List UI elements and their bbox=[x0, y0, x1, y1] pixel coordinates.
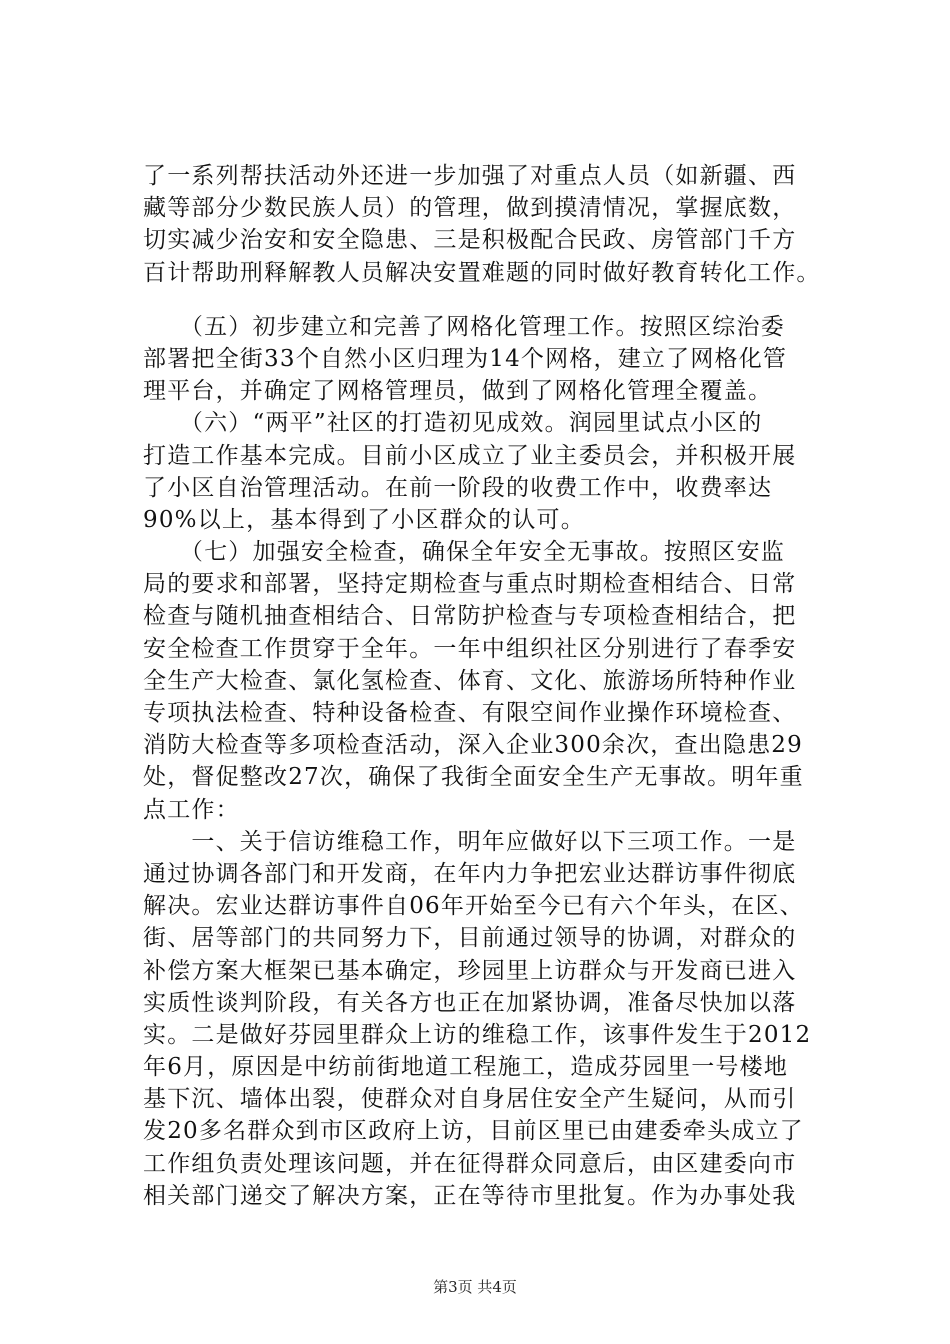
paragraph-six bbox=[143, 407, 843, 536]
text-line: 专项执法检查、特种设备检查、有限空间作业操作环境检查、 bbox=[143, 700, 797, 726]
text-line: 街、居等部门的共同努力下，目前通过领导的协调，对群众的 bbox=[143, 925, 797, 952]
text-line: （五）初步建立和完善了网格化管理工作。按照区综治委 bbox=[143, 313, 785, 340]
text-line: 理平台，并确定了网格管理员，做到了网格化管理全覆盖。 bbox=[143, 378, 773, 405]
page-number-footer: 第3页 共4页 bbox=[433, 1278, 517, 1296]
text-line: 90%以上，基本得到了小区群众的认可。 bbox=[143, 506, 585, 533]
text-line: 百计帮助刑释解教人员解决安置难题的同时做好教育转化工作。 bbox=[143, 259, 821, 286]
text-line: 局的要求和部署，坚持定期检查与重点时期检查相结合、日常 bbox=[143, 571, 797, 598]
text-line: 相关部门递交了解决方案，正在等待市里批复。作为办事处我 bbox=[143, 1182, 797, 1209]
text-line: 了小区自治管理活动。在前一阶段的收费工作中，收费率达 bbox=[143, 474, 773, 501]
text-line: 部署把全街33个自然小区归理为14个网格，建立了网格化管 bbox=[143, 345, 788, 372]
text-line: 解决。宏业达群访事件自06年开始至今已有六个年头，在区、 bbox=[143, 893, 804, 920]
text-line: 检查与随机抽查相结合、日常防护检查与专项检查相结合，把 bbox=[143, 603, 797, 630]
text-line: 补偿方案大框架已基本确定，珍园里上访群众与开发商已进入 bbox=[143, 957, 797, 984]
paragraph-five bbox=[143, 311, 843, 408]
paragraph-gap bbox=[143, 289, 843, 311]
text-line: 点工作： bbox=[143, 796, 240, 823]
text-line: 消防大检查等多项检查活动，深入企业300余次，查出隐患29 bbox=[143, 732, 803, 759]
text-line: 打造工作基本完成。目前小区成立了业主委员会，并积极开展 bbox=[143, 442, 797, 469]
paragraph-one bbox=[143, 826, 843, 1212]
text-line: 实。二是做好芬园里群众上访的维稳工作，该事件发生于2012 bbox=[143, 1021, 812, 1048]
paragraph-continuation bbox=[143, 160, 843, 289]
text-line: 安全检查工作贯穿于全年。一年中组织社区分别进行了春季安 bbox=[143, 635, 797, 662]
text-line: 处，督促整改27次，确保了我街全面安全生产无事故。明年重 bbox=[143, 764, 804, 791]
text-line: 一、关于信访维稳工作，明年应做好以下三项工作。一是 bbox=[143, 828, 797, 855]
paragraph-seven bbox=[143, 536, 843, 826]
text-line: 了一系列帮扶活动外还进一步加强了对重点人员（如新疆、西 bbox=[143, 163, 797, 189]
text-line: （七）加强安全检查，确保全年安全无事故。按照区安监 bbox=[143, 539, 785, 566]
text-line: 实质性谈判阶段，有关各方也正在加紧协调，准备尽快加以落 bbox=[143, 989, 797, 1016]
text-line: 基下沉、墙体出裂，使群众对自身居住安全产生疑问，从而引 bbox=[143, 1086, 797, 1113]
text-line: 通过协调各部门和开发商，在年内力争把宏业达群访事件彻底 bbox=[143, 860, 797, 887]
text-line: 年6月，原因是中纺前街地道工程施工，造成芬园里一号楼地 bbox=[143, 1054, 789, 1081]
document-body bbox=[143, 160, 843, 1212]
text-line: 藏等部分少数民族人员）的管理，做到摸清情况，掌握底数， bbox=[143, 195, 797, 222]
text-line: 全生产大检查、氯化氢检查、体育、文化、旅游场所特种作业 bbox=[143, 667, 797, 694]
text-line: 工作组负责处理该问题，并在征得群众同意后，由区建委向市 bbox=[143, 1150, 797, 1177]
text-line: 切实减少治安和安全隐患、三是积极配合民政、房管部门千方 bbox=[143, 227, 797, 254]
text-line: （六）“两平”社区的打造初见成效。润园里试点小区的 bbox=[143, 410, 763, 437]
text-line: 发20多名群众到市区政府上访，目前区里已由建委牵头成立了 bbox=[143, 1118, 804, 1145]
